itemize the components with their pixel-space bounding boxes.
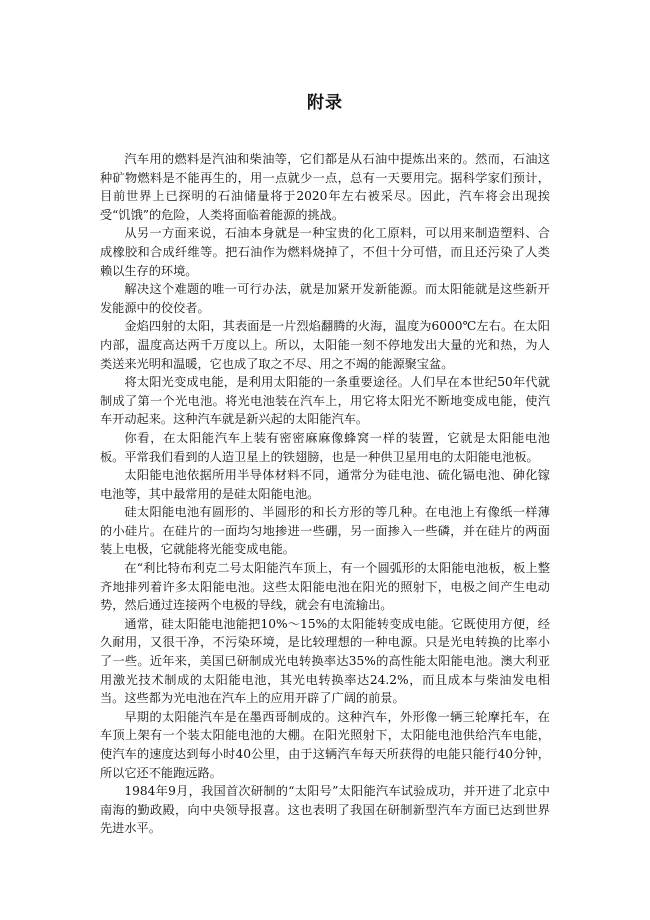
paragraph: 1984年9月，我国首次研制的“太阳号”太阳能汽车试验成功，并开进了北京中南海的勤政殿，向中央领导报喜。这也表明了我国在研制新型汽车方面已达到世界先进水平。 bbox=[100, 784, 550, 836]
paragraph: 硅太阳能电池有圆形的、半圆形的和长方形的等几种。在电池上有像纸一样薄的小硅片。在硅片的一面均匀地掺进一些硼，另一面掺入一些磷，并在硅片的两面装上电极，它就能将光能变成电能。 bbox=[100, 505, 550, 557]
paragraph: 早期的太阳能汽车是在墨西哥制成的。这种汽车，外形像一辆三轮摩托车，在车顶上架有一个装太阳能电池的大棚。在阳光照射下，太阳能电池供给汽车电能，使汽车的速度达到每小时40公里，由于这辆汽车每天所获得的电能只能行40分钟，所以它还不能跑远路。 bbox=[100, 709, 550, 780]
paragraph: 汽车用的燃料是汽油和柴油等，它们都是从石油中提炼出来的。然而，石油这种矿物燃料是不能再生的，用一点就少一点，总有一天要用完。据科学家们预计，目前世界上已探明的石油储量将于2020年左右被采尽。因此，汽车将会出现挨受“饥饿”的危险，人类将面临着能源的挑战。 bbox=[100, 152, 550, 222]
paragraph: 解决这个难题的唯一可行办法，就是加紧开发新能源。而太阳能就是这些新开发能源中的佼佼者。 bbox=[100, 282, 550, 315]
page-title: 附录 bbox=[307, 93, 343, 113]
paragraph: 将太阳光变成电能，是利用太阳能的一条重要途径。人们早在本世纪50年代就制成了第一个光电池。将光电池装在汽车上，用它将太阳光不断地变成电能，使汽车开动起来。这种汽车就是新兴起的太阳能汽车。 bbox=[100, 375, 550, 427]
paragraph: 金焰四射的太阳，其表面是一片烈焰翻腾的火海，温度为6000℃左右。在太阳内部，温度高达两千万度以上。所以，太阳能一刻不停地发出大量的光和热，为人类送来光明和温暖，它也成了取之不尽、用之不竭的能源聚宝盆。 bbox=[100, 319, 550, 371]
paragraph: 在“利比特布利克二号太阳能汽车顶上，有一个圆弧形的太阳能电池板，板上整齐地排列着许多太阳能电池。这些太阳能电池在阳光的照射下，电极之间产生电动势，然后通过连接两个电极的导线，就会有电流输出。 bbox=[100, 561, 550, 613]
paragraph: 从另一方面来说，石油本身就是一种宝贵的化工原料，可以用来制造塑料、合成橡胶和合成纤维等。把石油作为燃料烧掉了，不但十分可惜，而且还污染了人类赖以生存的环境。 bbox=[100, 226, 550, 278]
paragraph: 通常，硅太阳能电池能把10%～15%的太阳能转变成电能。它既使用方便，经久耐用，又很干净，不污染环境，是比较理想的一种电源。只是光电转换的比率小了一些。近年来，美国已研制成光电转换率达35%的高性能太阳能电池。澳大利亚用激光技术制成的太阳能电池，其光电转换率达24.2%，而且成本与柴油发电相当。这些都为光电池在汽车上的应用开辟了广阔的前景。 bbox=[100, 616, 550, 706]
paragraph: 你看，在太阳能汽车上装有密密麻麻像蜂窝一样的装置，它就是太阳能电池板。平常我们看到的人造卫星上的铁翅膀，也是一种供卫星用电的太阳能电池板。 bbox=[100, 430, 550, 464]
paragraph: 太阳能电池依据所用半导体材料不同，通常分为硅电池、硫化镉电池、砷化镓电池等，其中最常用的是硅太阳能电池。 bbox=[100, 468, 550, 501]
body-text bbox=[100, 150, 550, 838]
